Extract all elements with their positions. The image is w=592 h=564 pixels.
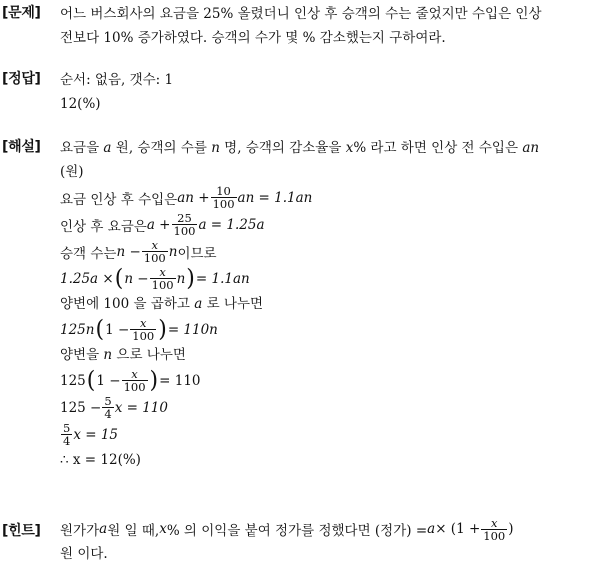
math: a = 1.25a bbox=[198, 216, 265, 233]
denominator: 4 bbox=[63, 434, 71, 448]
fraction-5-4 bbox=[102, 395, 113, 420]
expr-an: an bbox=[522, 140, 540, 156]
numerator: x bbox=[139, 316, 147, 330]
math: n bbox=[176, 270, 186, 287]
text: × (1 + bbox=[435, 521, 481, 537]
solution-line-9 bbox=[60, 367, 590, 394]
math: n bbox=[168, 243, 178, 260]
right-paren: ) bbox=[149, 366, 159, 394]
math: 125n bbox=[60, 321, 95, 338]
fraction-x-100 bbox=[122, 368, 148, 393]
fraction-x-100 bbox=[130, 317, 156, 342]
var-a: a bbox=[427, 521, 436, 537]
denominator: 100 bbox=[212, 197, 235, 211]
var-a: a bbox=[103, 140, 112, 156]
denominator: 100 bbox=[151, 278, 174, 292]
var-a: a bbox=[194, 296, 203, 312]
fraction-5-4 bbox=[61, 422, 72, 447]
text: 원 일 때, bbox=[107, 523, 160, 539]
fraction-x-100 bbox=[481, 517, 507, 542]
solution-body bbox=[60, 136, 590, 472]
math: 1 − bbox=[96, 372, 121, 389]
numerator: x bbox=[151, 238, 158, 252]
numerator: 25 bbox=[177, 211, 192, 225]
solution-line-11 bbox=[60, 421, 590, 448]
math: a + bbox=[146, 216, 171, 233]
problem-tag: [문제] bbox=[2, 5, 41, 21]
solution-tag: [해설] bbox=[2, 139, 41, 155]
var-a: a bbox=[99, 521, 108, 537]
text: 로 나누면 bbox=[202, 296, 264, 312]
text: % 라고 하면 인상 전 수입은 bbox=[353, 140, 523, 156]
hint-line-1 bbox=[60, 514, 590, 544]
text: 요금 인상 후 수입은 bbox=[60, 191, 178, 208]
solution-line-6 bbox=[60, 292, 590, 316]
math: 1 − bbox=[105, 321, 130, 338]
denominator: 100 bbox=[173, 224, 196, 238]
fraction-x-100 bbox=[142, 239, 168, 264]
math: 125 − bbox=[60, 399, 102, 416]
text: ) bbox=[508, 521, 514, 537]
left-paren: ( bbox=[95, 315, 105, 343]
solution-line-5 bbox=[60, 265, 590, 292]
math: an + bbox=[177, 189, 210, 206]
numerator: 5 bbox=[63, 421, 71, 435]
solution-line-3 bbox=[60, 211, 590, 238]
math: = 110n bbox=[167, 321, 218, 338]
left-paren: ( bbox=[86, 366, 96, 394]
math: = 110 bbox=[159, 372, 201, 389]
numerator: 10 bbox=[216, 184, 231, 198]
math: 125 bbox=[60, 372, 86, 389]
math: x = 110 bbox=[114, 399, 168, 416]
var-n: n bbox=[211, 140, 220, 156]
solution-line-8 bbox=[60, 343, 590, 367]
problem-body bbox=[60, 2, 590, 50]
text: 승객 수는 bbox=[60, 245, 117, 262]
denominator: 100 bbox=[143, 251, 166, 265]
numerator: x bbox=[131, 367, 138, 381]
var-x: x bbox=[159, 521, 167, 537]
var-n: n bbox=[103, 347, 113, 363]
math: n − bbox=[116, 243, 141, 260]
answer-tag: [정답] bbox=[2, 71, 41, 87]
hint-body bbox=[60, 514, 590, 564]
var-x: x bbox=[345, 140, 354, 156]
answer-body bbox=[60, 68, 590, 116]
solution-line-4 bbox=[60, 238, 590, 265]
text: 요금을 bbox=[60, 140, 104, 156]
hint-line-2: 원 이다. bbox=[60, 546, 108, 562]
right-paren: ) bbox=[186, 264, 195, 292]
denominator: 4 bbox=[104, 407, 112, 421]
text: 이므로 bbox=[177, 245, 217, 262]
text: 인상 후 요금은 bbox=[60, 218, 147, 235]
problem-line-1: 어느 버스회사의 요금을 25% 올렸더니 인상 후 승객의 수는 줄었지만 수입은 인상 bbox=[60, 6, 542, 22]
problem-line-2: 전보다 10% 증가하였다. 승객의 수가 몇 % 감소했는지 구하여라. bbox=[60, 30, 446, 46]
fraction-x-100 bbox=[150, 266, 176, 291]
left-paren: ( bbox=[114, 264, 124, 292]
text: 양변을 bbox=[60, 347, 104, 363]
math: 1.25a × bbox=[60, 270, 114, 287]
numerator: x bbox=[490, 515, 498, 530]
right-paren: ) bbox=[158, 315, 167, 343]
fraction-10-100 bbox=[211, 185, 237, 210]
answer-meta: 순서: 없음, 갯수: 1 bbox=[60, 72, 174, 88]
fraction-25-100 bbox=[172, 212, 198, 237]
text: 양변에 100 을 곱하고 bbox=[60, 296, 195, 312]
numerator: x bbox=[159, 265, 166, 279]
denominator: 100 bbox=[132, 329, 155, 343]
text: 원, 승객의 수를 bbox=[111, 140, 212, 156]
solution-line-7 bbox=[60, 316, 590, 343]
solution-line-12: ∴ x = 12(%) bbox=[60, 452, 141, 468]
solution-line-2 bbox=[60, 184, 590, 211]
denominator: 100 bbox=[123, 380, 146, 394]
math: n − bbox=[124, 270, 149, 287]
math: an = 1.1an bbox=[237, 189, 313, 206]
numerator: 5 bbox=[104, 394, 112, 408]
text: 명, 승객의 감소율을 bbox=[219, 140, 346, 156]
answer-value: 12(%) bbox=[60, 96, 101, 112]
denominator: 100 bbox=[483, 528, 506, 543]
hint-tag: [힌트] bbox=[2, 523, 41, 539]
text: 원가가 bbox=[60, 523, 100, 539]
text: 으로 나누면 bbox=[112, 347, 186, 363]
math: = 1.1an bbox=[195, 270, 250, 287]
text: % 의 이익을 붙여 정가를 정했다면 (정가) = bbox=[166, 523, 428, 539]
solution-line-10 bbox=[60, 394, 590, 421]
math: x = 15 bbox=[73, 426, 119, 443]
solution-line-1 bbox=[60, 136, 590, 160]
solution-line-1-cont: (원) bbox=[60, 164, 84, 180]
